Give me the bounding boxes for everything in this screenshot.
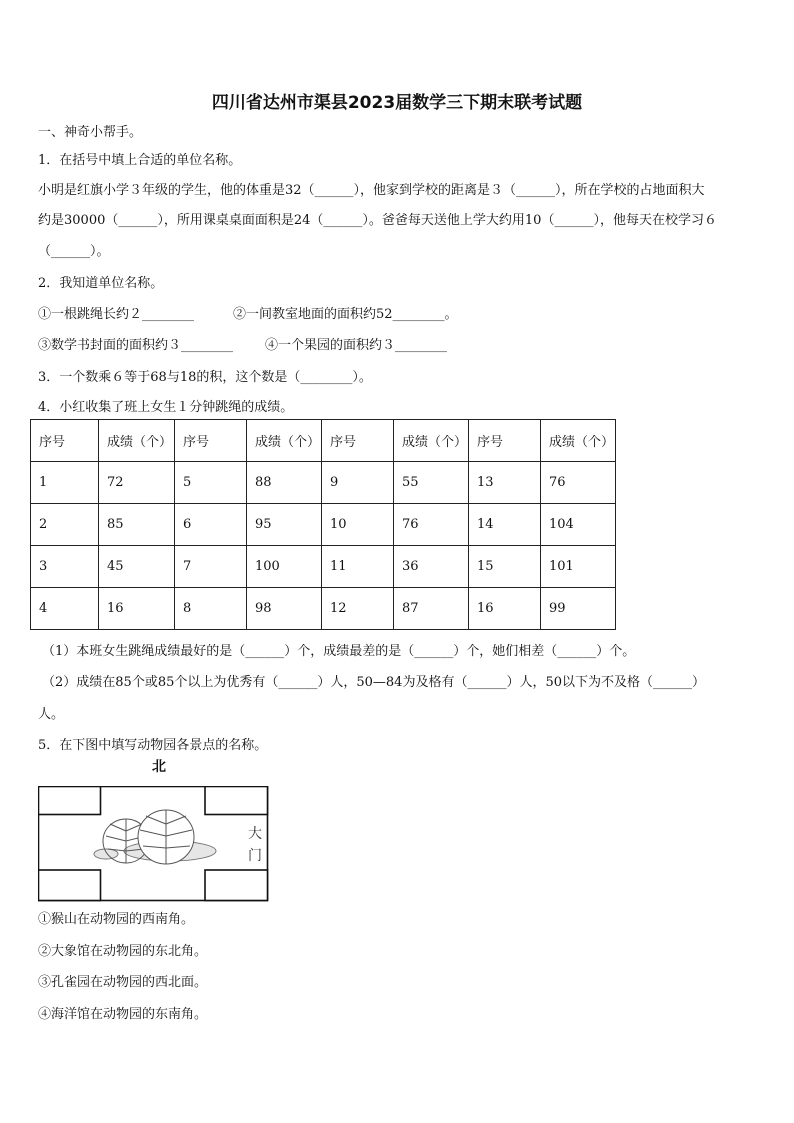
section-heading: 一、神奇小帮手。	[38, 125, 143, 140]
question-5-item-2: ②大象馆在动物园的东北角。	[38, 944, 208, 959]
table-header-cell: 序号	[469, 420, 541, 462]
table-cell: 12	[322, 588, 394, 630]
table-header-row	[31, 420, 616, 462]
question-3: 3．一个数乘６等于68与18的积，这个数是（________）。	[38, 370, 372, 385]
table-cell: 76	[394, 504, 469, 546]
question-2-item-1: ①一根跳绳长约２________	[38, 307, 195, 322]
zoo-map	[38, 786, 270, 902]
table-cell: 95	[247, 504, 322, 546]
table-cell: 36	[394, 546, 469, 588]
question-2-item-3: ③数学书封面的面积约３________	[38, 338, 234, 353]
table-cell: 16	[469, 588, 541, 630]
question-2-item-4: ④一个果园的面积约３________	[265, 338, 448, 353]
table-cell: 88	[247, 462, 322, 504]
question-4-sub-2-end: 人。	[38, 707, 65, 722]
northwest-box	[39, 787, 101, 815]
question-5-item-3: ③孔雀园在动物园的西北面。	[38, 975, 208, 990]
table-header-cell: 成绩（个）	[247, 420, 322, 462]
table-cell: 7	[175, 546, 247, 588]
table-cell: 72	[99, 462, 175, 504]
table-header-cell: 序号	[175, 420, 247, 462]
page-title: 四川省达州市渠县2023届数学三下期末联考试题	[211, 93, 583, 113]
table-header-cell: 成绩（个）	[394, 420, 469, 462]
table-cell: 6	[175, 504, 247, 546]
table-cell: 99	[541, 588, 616, 630]
table-header-cell: 序号	[31, 420, 99, 462]
question-1-heading: 1．在括号中填上合适的单位名称。	[38, 153, 242, 168]
question-4-sub-2: （2）成绩在85个或85个以上为优秀有（______）人，50—84为及格有（______）人，50以下为不及格（______）	[42, 675, 705, 690]
table-cell: 5	[175, 462, 247, 504]
score-table	[30, 419, 616, 630]
question-5-item-1: ①猴山在动物园的西南角。	[38, 912, 195, 927]
table-cell: 8	[175, 588, 247, 630]
table-cell: 9	[322, 462, 394, 504]
table-cell: 4	[31, 588, 99, 630]
table-header-cell: 成绩（个）	[541, 420, 616, 462]
question-4-sub-1: （1）本班女生跳绳成绩最好的是（______）个，成绩最差的是（______）个，她们相差（______）个。	[42, 644, 636, 659]
table-cell: 101	[541, 546, 616, 588]
gate-label-1: 大	[248, 826, 262, 842]
table-header-cell: 序号	[322, 420, 394, 462]
table-cell: 55	[394, 462, 469, 504]
question-2-item-2: ②一间教室地面的面积约52________。	[233, 307, 458, 322]
table-cell: 2	[31, 504, 99, 546]
table-cell: 10	[322, 504, 394, 546]
table-cell: 87	[394, 588, 469, 630]
north-label: 北	[152, 759, 166, 775]
table-cell: 76	[541, 462, 616, 504]
question-5-heading: 5．在下图中填写动物园各景点的名称。	[38, 738, 268, 753]
table-cell: 104	[541, 504, 616, 546]
question-2-heading: 2．我知道单位名称。	[38, 276, 164, 291]
question-1-text-line-3: （______）。	[38, 244, 110, 259]
table-header-cell: 成绩（个）	[99, 420, 175, 462]
garden-drawing	[94, 810, 216, 864]
table-row	[31, 462, 616, 504]
table-cell: 13	[469, 462, 541, 504]
question-5-item-4: ④海洋馆在动物园的东南角。	[38, 1007, 208, 1022]
southeast-box	[205, 870, 268, 901]
northeast-box	[205, 787, 268, 815]
table-cell: 98	[247, 588, 322, 630]
table-cell: 85	[99, 504, 175, 546]
question-1-text-line-2: 约是30000（______），所用课桌桌面面积是24（______）。爸爸每天送他上学大约用10（______），他每天在校学习６	[38, 213, 717, 228]
table-cell: 1	[31, 462, 99, 504]
southwest-box	[39, 870, 101, 901]
question-1-text-line-1: 小明是红旗小学３年级的学生，他的体重是32（______），他家到学校的距离是３（______），所在学校的占地面积大	[38, 183, 705, 198]
table-cell: 100	[247, 546, 322, 588]
table-row	[31, 588, 616, 630]
table-cell: 16	[99, 588, 175, 630]
table-cell: 45	[99, 546, 175, 588]
table-row	[31, 504, 616, 546]
gate-label-2: 门	[248, 848, 262, 864]
question-4-heading: 4．小红收集了班上女生１分钟跳绳的成绩。	[38, 400, 294, 415]
table-cell: 15	[469, 546, 541, 588]
table-cell: 14	[469, 504, 541, 546]
table-cell: 11	[322, 546, 394, 588]
table-cell: 3	[31, 546, 99, 588]
table-row	[31, 546, 616, 588]
